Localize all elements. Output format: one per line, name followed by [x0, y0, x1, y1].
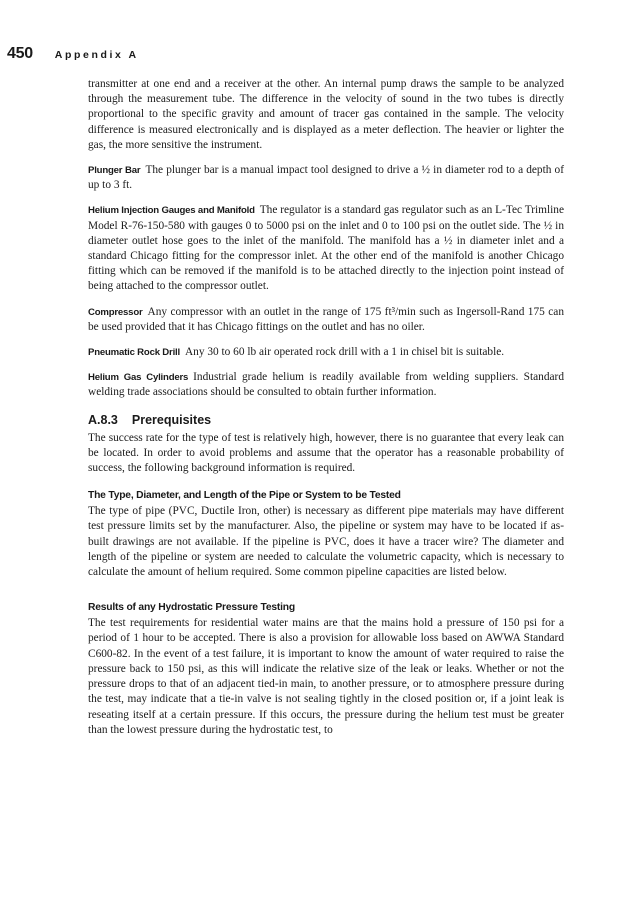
- subsection-paragraph-pipe: The type of pipe (PVC, Ductile Iron, other) is necessary as different pipe materials may have different test pressure limits set by the manufacturer. Also, the pipeline or system may have to be located if as-built drawings are not available. If the pipeline is PVC, does it have a tracer wire? The diameter and length of the pipeline or system are needed to calculate the volumetric capacity, which is necessary to calculate the amount of helium required. Some common pipeline capacities are listed below.: [88, 505, 564, 579]
- section-heading: [88, 413, 564, 428]
- subsection-paragraph-hydrostatic: The test requirements for residential water mains are that the mains hold a pressure of 150 psi for a period of 1 hour to be accepted. There is also a provision for allowable loss based on AWWA Standard C600-82. In the event of a test failure, it is important to know the amount of water required to raise the pressure back to 150 psi, as this will indicate the relative size of the leak or leaks. Whether or not the pressure drops to that of an adjacent tied-in main, to another pressure, or to atmosphere pressure during the test, may indicate that a tie-in valve is not sealing tightly in the closed position or, if a joint leak is reseating itself at a certain pressure. If this occurs, the pressure during the helium test must be greater than the lowest pressure during the hydrostatic test, to: [88, 617, 564, 736]
- subsection-heading-hydrostatic: Results of any Hydrostatic Pressure Testing: [88, 602, 295, 614]
- item-term: Helium Injection Gauges and Manifold: [88, 205, 255, 217]
- running-head: [7, 45, 139, 61]
- subsection-heading-pipe: The Type, Diameter, and Length of the Pipe or System to be Tested: [88, 490, 401, 502]
- page-body: [88, 77, 564, 738]
- item-text: The regulator is a standard gas regulator such as an L-Tec Trimline Model R-76-150-580 with gauges 0 to 5000 psi on the inlet and 0 to 100 psi on the outlet side. The ½ in diameter outlet hose goes to the inlet of the manifold. The manifold has a ½ in diameter inlet and a standard Chicago fitting for the compressor inlet. At the other end of the manifold is another Chicago fitting which can be removed if the manifold is to be attached directly to the injection point instead of being attached to the compressor outlet.: [88, 204, 564, 293]
- item-term: Helium Gas Cylinders: [88, 372, 189, 384]
- item-text: The plunger bar is a manual impact tool designed to drive a ½ in diameter rod to a depth of up to 3 ft.: [88, 164, 564, 192]
- item-helium-injection: [88, 203, 564, 294]
- item-compressor: [88, 305, 564, 335]
- item-text: Any compressor with an outlet in the range of 175 ft³/min such as Ingersoll-Rand 175 can be used provided that it has Chicago fittings on the outlet and has no oiler.: [88, 305, 564, 333]
- item-plunger-bar: [88, 163, 564, 193]
- appendix-label: Appendix A: [54, 49, 139, 61]
- item-text: Industrial grade helium is readily available from welding suppliers. Standard welding trade associations should be consulted to obtain further information.: [88, 371, 564, 399]
- item-text: Any 30 to 60 lb air operated rock drill with a 1 in chisel bit is suitable.: [184, 346, 505, 359]
- page-number: 450: [7, 45, 33, 62]
- item-term: Compressor: [88, 306, 143, 318]
- section-paragraph: The success rate for the type of test is relatively high, however, there is no guarantee that every leak can be located. In order to avoid problems and assume that the operator has a reasonable probability of success, the following background information is required.: [88, 431, 564, 475]
- item-rock-drill: [88, 345, 564, 360]
- intro-paragraph: transmitter at one end and a receiver at the other. An internal pump draws the sample to be analyzed through the measurement tube. The difference in the velocity of sound in the two tubes is directly proportional to the specific gravity and amount of tracer gas contained in the sample. The velocity difference is measured electronically and is displayed as a meter deflection. The heavier or lighter the gas, the more sensitive the instrument.: [88, 78, 564, 151]
- item-helium-cylinders: [88, 370, 564, 400]
- item-term: Pneumatic Rock Drill: [88, 347, 180, 359]
- section-number: A.8.3: [88, 412, 118, 427]
- section-title: Prerequisites: [131, 412, 212, 427]
- item-term: Plunger Bar: [88, 165, 141, 177]
